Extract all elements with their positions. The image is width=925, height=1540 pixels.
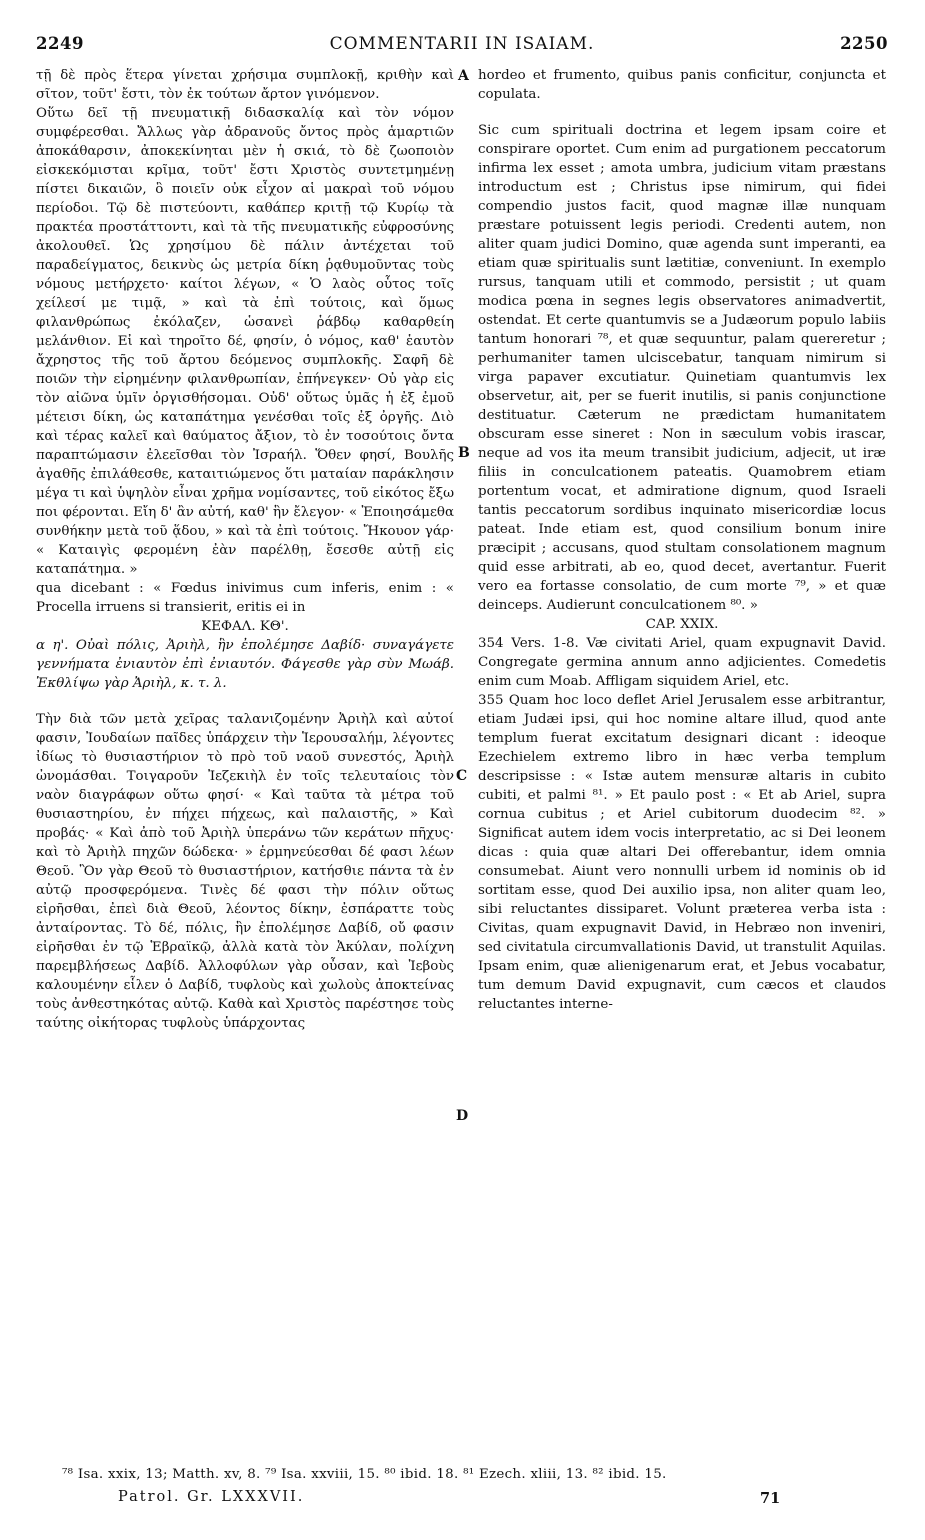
greek-column bbox=[36, 66, 454, 1033]
greek-paragraph: Οὕτω δεῖ τῇ πνευματικῇ διδασκαλίᾳ καὶ τὸν νόμον συμφέρεσθαι. Ἄλλως γὰρ ἀδρανοῦς ὄντος πρὸς ἁμαρτιῶν ἀποκάθαρσιν, ἀποκεκίνηται μὲν ἡ σκιά, τὸ δὲ ζωοποιὸν εἰσκεκόμισται κρῖμα, τοῦτ' ἔστι Χριστὸς συντετμημένῃ πίστει δικαιῶν, ὃ ποιεῖν οὐκ εἶχον αἱ μακραὶ τοῦ νόμου περίοδοι. Τῷ δὲ πιστεύοντι, καθάπερ κριτῇ τῷ Κυρίῳ τὰ πρακτέα προστάττοντι, καὶ τὰ τῆς πνευματικῆς εὐφροσύνης ἀκολουθεῖ. Ὡς χρησίμου δὲ πάλιν ἀντέχεται τοῦ παραδείγματος, δεικνὺς ὡς μετρία δίκη ῥᾳθυμοῦντας τοὺς νόμους μετήρχετο· καίτοι λέγων, « Ὁ λαὸς οὗτος τοῖς χείλεσί με τιμᾷ, » καὶ τὰ ἐπὶ τούτοις, καὶ ὅμως φιλανθρώπως ἐκόλαζεν, ὡσανεὶ ῥάβδῳ καθαρθείη μελάνθιον. Εἰ καὶ τηροῖτο δέ, φησίν, ὁ νόμος, καθ' ἑαυτὸν ἄχρηστος τῆς τοῦ ἄρτου δεόμενος συμπλοκῆς. Σαφῆ δὲ ποιῶν τὴν εἰρημένην φιλανθρωπίαν, ἐπήνεγκεν· Οὐ γὰρ εἰς τὸν αἰῶνα ὑμῖν ὀργισθήσομαι. Οὐδ' οὕτως ὑμᾶς ἡ ἐξ ἐμοῦ μέτεισι δίκη, ὡς καταπάτημα γενέσθαι τοῖς ἐξ ὀργῆς. Διὸ καὶ τέρας καλεῖ καὶ θαύματος ἄξιον, τὸ ἐν τοσούτοις ὄντα παραπτώμασιν ἐλεεῖσθαι τὸν Ἰσραήλ. Ὅθεν φησί, Βουλῆς ἀγαθῆς ἐπιλάθεσθε, καταιτιώμενος ὅτι ματαίαν παράκλησιν μέγα τι καὶ ὑψηλὸν εἶναι χρῆμα νομίσαντες, τοῦ εἰκότος ἔξω ποι φέρονται. Εἴη δ' ἂν αὐτή, καθ' ἣν ἔλεγον· « Ἐποιησάμεθα συνθήκην μετὰ τοῦ ᾅδου, » καὶ τὰ ἐπὶ τούτοις. Ἤκουον γάρ· « Καταιγὶς φερομένη ἐὰν παρέλθῃ, ἔσεσθε αὐτῇ εἰς καταπάτημα. » bbox=[36, 106, 454, 577]
greek-paragraph: τῇ δὲ πρὸς ἕτερα γίνεται χρήσιμα συμπλοκῇ, κριθὴν καὶ σῖτον, τοῦτ' ἔστι, τὸν ἐκ τούτων ἄρτον γινόμενον. bbox=[36, 68, 454, 102]
margin-letter-c: C bbox=[456, 768, 468, 784]
right-page-number: 2250 bbox=[840, 34, 888, 53]
latin-paragraph: hordeo et frumento, quibus panis conficitur, conjuncta et copulata. bbox=[478, 68, 886, 102]
latin-fragment: qua dicebant : « Fœdus inivimus cum inferis, enim : « Procella irruens si transierit, eritis ei in bbox=[36, 581, 454, 615]
running-title: COMMENTARII IN ISAIAM. bbox=[329, 34, 595, 54]
running-header bbox=[36, 34, 888, 56]
series-signature: Patrol. Gr. LXXXVII. bbox=[118, 1489, 305, 1505]
sheet-number: 71 bbox=[760, 1490, 781, 1507]
latin-paragraph: 355 Quam hoc loco deflet Ariel Jerusalem esse arbitrantur, etiam Judæi ipsi, qui hoc nomine altare illud, quod ante templum fuerat excitatum designari dicant : ideoque Ezechielem extremo libro in hæc verba templum descripsisse : « Istæ autem mensuræ altaris in cubito cubiti, et palmi ⁸¹. » Et paulo post : « Et ab Ariel, supra cornua cubitus ; et Ariel cubitorum duodecim ⁸². » Significat autem idem vocis interpretatio, ac si Dei leonem dicas : quia quæ altari Dei offerebantur, idem omnia consumebat. Aiunt vero nonnulli urbem id nominis ob id sortitam esse, quod Dei auxilio ipsa, non aliter quam leo, sibi reluctantes dissiparet. Volunt præterea verba ista : Civitas, quam expugnavit David, in Hebræo non inveniri, sed civitatula circumvallationis David, ut transtulit Aquilas. Ipsam enim, quæ alienigenarum erat, et Jebus vocabatur, tum demum David expugnavit, cum cæcos et claudos reluctantes interne- bbox=[478, 693, 886, 1012]
margin-letter-d: D bbox=[456, 1108, 469, 1124]
latin-verse: 354 Vers. 1-8. Væ civitati Ariel, quam expugnavit David. Congregate germina annum anno adjicientes. Comedetis enim cum Moab. Affligam siquidem Ariel, etc. bbox=[478, 636, 886, 689]
greek-paragraph: Τὴν διὰ τῶν μετὰ χεῖρας ταλανιζομένην Ἀριὴλ καὶ αὐτοί φασιν, Ἰουδαίων παῖδες ὑπάρχειν τὴν Ἱερουσαλήμ, λέγοντες ἰδίως τὸ θυσιαστήριον τὸ πρὸ τοῦ ναοῦ συνεστός, Ἀριὴλ ὠνομάσθαι. Τοιγαροῦν Ἰεζεκιὴλ ἐν τοῖς τελευταίοις τὸν ναὸν διαγράφων οὕτω φησί· « Καὶ ταῦτα τὰ μέτρα τοῦ θυσιαστηρίου, ἐν πήχει πήχεως, καὶ παλαιστῆς, » Καὶ προβάς· « Καὶ ἀπὸ τοῦ Ἀριὴλ ὑπεράνω τῶν κεράτων πῆχυς· καὶ τὸ Ἀριὴλ πηχῶν δώδεκα· » ἑρμηνεύεσθαι δέ φασι λέων Θεοῦ. Ὃν γὰρ Θεοῦ τὸ θυσιαστήριον, κατήσθιε πάντα τὰ ἐν αὐτῷ προσφερόμενα. Τινὲς δέ φασι τὴν πόλιν οὕτως εἰρῆσθαι, ἐπεὶ διὰ Θεοῦ, λέοντος δίκην, ἐσπάραττε τοὺς ἀνταίροντας. Τὸ δέ, πόλις, ἣν ἐπολέμησε Δαβίδ, οὔ φασιν εἰρῆσθαι ἐν τῷ Ἑβραϊκῷ, ἀλλὰ κατὰ τὸν Ἀκύλαν, πολίχνη παρεμβλήσεως Δαβίδ. Ἀλλοφύλων γὰρ οὖσαν, καὶ Ἰεβοὺς καλουμένην εἷλεν ὁ Δαβίδ, τυφλοὺς καὶ χωλοὺς ἀποκτείνας τοὺς ἀνθεστηκότας αὐτῷ. Καθὰ καὶ Χριστὸς παρέστησε τοὺς ταύτης οἰκήτορας τυφλοὺς ὑπάρχοντας bbox=[36, 712, 454, 1031]
left-page-number: 2249 bbox=[36, 34, 84, 53]
chapter-heading-latin: CAP. XXIX. bbox=[645, 617, 719, 632]
margin-letter-b: B bbox=[458, 445, 470, 461]
latin-column bbox=[478, 66, 886, 1014]
latin-paragraph: Sic cum spirituali doctrina et legem ipsam coire et conspirare oportet. Cum enim ad purgationem peccatorum infirma lex esset ; amota umbra, judicium vitam præstans introductum est ; Christus ipse nimirum, qui fidei compendio justos facit, quod magnæ illæ nunquam præstare potuissent legis periodi. Credenti autem, non aliter quam judici Domino, quæ agenda sunt imperanti, ea etiam quæ spiritualis sunt lætitiæ, conveniunt. In exemplo rursus, tanquam utili et commodo, persistit ; ut quam modica pœna in segnes legis observatores animadvertit, ostendat. Et certe quantumvis se a Judæorum populo labiis tantum honorari ⁷⁸, et quæ sequuntur, palam quereretur ; perhumaniter tamen ulciscebatur, tanquam nimirum si virga papaver excutiatur. Quinetiam quantumvis lex observetur, ait, per se fuerit inutilis, si panis conjunctione destituatur. Cæterum ne prædictam humanitatem obscuram esse sineret : Non in sæculum vobis irascar, neque ad vos ita meum transibit judicium, adjecit, ut iræ filiis in conculcationem pateatis. Quamobrem etiam portentum vocat, et admiratione dignum, quod Israeli tantis peccatorum sordibus inquinato misericordiæ locus pateat. Inde etiam est, quod consilium bonum inire præcipit ; accusans, quod stultam consolationem magnum quid esse arbitrati, ab eo, quod decet, avertantur. Fuerit vero ea fortasse consolatio, de cum morte ⁷⁹, » et quæ deinceps. Audierunt conculcationem ⁸⁰. » bbox=[478, 123, 886, 613]
greek-verse: α η'. Οὐαὶ πόλις, Ἀριὴλ, ἣν ἐπολέμησε Δαβίδ· συναγάγετε γεννήματα ἐνιαυτὸν ἐπὶ ἐνιαυτόν. Φάγεσθε γὰρ σὺν Μωάβ. Ἐκθλίψω γὰρ Ἀριὴλ, κ. τ. λ. bbox=[36, 638, 454, 691]
margin-letter-a: A bbox=[458, 68, 469, 84]
footnotes: ⁷⁸ Isa. xxix, 13; Matth. xv, 8. ⁷⁹ Isa. xxviii, 15. ⁸⁰ ibid. 18. ⁸¹ Ezech. xliii, 13. ⁸² ibid. 15. bbox=[62, 1467, 667, 1482]
chapter-heading-greek: ΚΕΦΑΛ. ΚΘ'. bbox=[201, 619, 289, 634]
